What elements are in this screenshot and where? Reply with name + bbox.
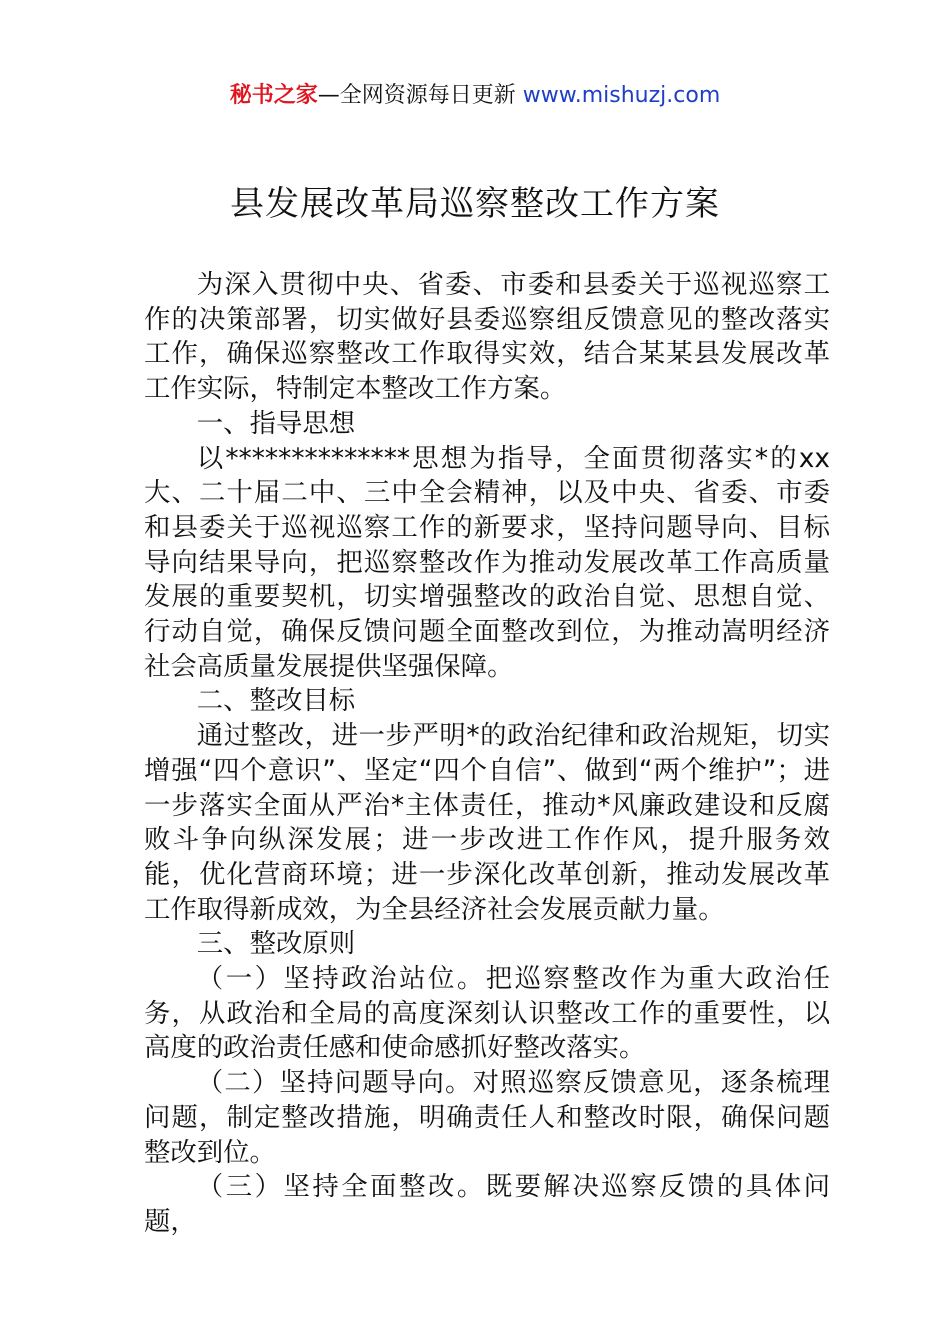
- principle-2-paragraph: （二）坚持问题导向。对照巡察反馈意见，逐条梳理问题，制定整改措施，明确责任人和整改时限，确保问题整改到位。: [144, 1067, 830, 1168]
- principle-1-paragraph: （一）坚持政治站位。把巡察整改作为重大政治任务，从政治和全局的高度深刻认识整改工作的重要性，以高度的政治责任感和使命感抓好整改落实。: [144, 963, 830, 1064]
- site-tagline: —全网资源每日更新: [317, 83, 516, 108]
- document-title: 县发展改革局巡察整改工作方案: [230, 184, 720, 224]
- guiding-thought-paragraph: 以**************思想为指导，全面贯彻落实*的xx大、二十届二中、三中全会精神，以及中央、省委、市委和县委关于巡视巡察工作的新要求，坚持问题导向、目标导向结果导向，把巡察整改作为推动发展改革工作高质量发展的重要契机，切实增强整改的政治自觉、思想自觉、行动自觉，确保反馈问题全面整改到位，为推动嵩明经济社会高质量发展提供坚强保障。: [144, 442, 830, 682]
- principle-3-paragraph: （三）坚持全面整改。既要解决巡察反馈的具体问题，: [144, 1171, 830, 1237]
- section-heading-goals: 二、整改目标: [196, 685, 356, 717]
- section-heading-principles: 三、整改原则: [196, 928, 356, 960]
- intro-paragraph: 为深入贯彻中央、省委、市委和县委关于巡视巡察工作的决策部署，切实做好县委巡察组反馈意见的整改落实工作，确保巡察整改工作取得实效，结合某某县发展改革工作实际，特制定本整改工作方案。: [144, 269, 830, 405]
- goals-paragraph: 通过整改，进一步严明*的政治纪律和政治规矩，切实增强“四个意识”、坚定“四个自信”、做到“两个维护”；进一步落实全面从严治*主体责任，推动*风廉政建设和反腐败斗争向纵深发展；进一步改进工作作风，提升服务效能，优化营商环境；进一步深化改革创新，推动发展改革工作取得新成效，为全县经济社会发展贡献力量。: [144, 720, 830, 925]
- section-heading-guiding-thought: 一、指导思想: [196, 407, 356, 439]
- site-brand: 秘书之家: [229, 83, 318, 108]
- site-url-link[interactable]: www.mishuzj.com: [522, 83, 721, 108]
- document-body: [144, 268, 830, 1240]
- site-header: [0, 80, 950, 112]
